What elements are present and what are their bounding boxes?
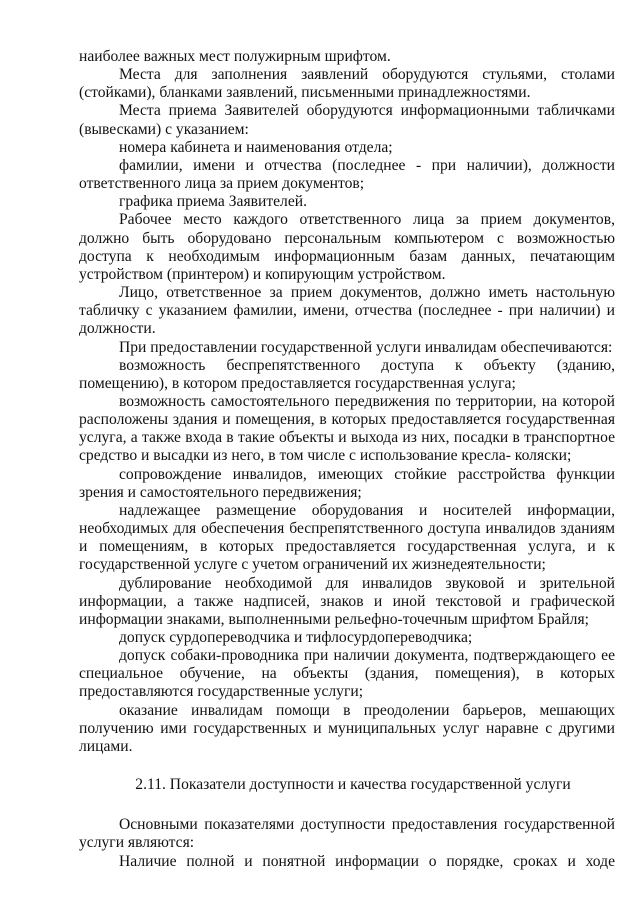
paragraph: Рабочее место каждого ответственного лица за прием документов, должно быть оборудовано персональным компьютером с возможностью доступа к необходимым информационным базам данных, печатающим устройством (принтером) и копирующим устройством.: [79, 211, 615, 283]
paragraph: фамилии, имени и отчества (последнее - при наличии), должности ответственного лица за прием документов;: [79, 156, 615, 193]
paragraph: оказание инвалидам помощи в преодолении барьеров, мешающих получению ими государственных и муниципальных услуг наравне с другими лицами.: [79, 701, 615, 755]
paragraph: дублирование необходимой для инвалидов звуковой и зрительной информации, а также надписей, знаков и иной текстовой и графической информации знаками, выполненными рельефно-точечным шрифтом Брайля;: [79, 574, 615, 628]
document-body: [79, 48, 615, 871]
paragraph: Наличие полной и понятной информации о порядке, сроках и ходе: [119, 852, 615, 870]
paragraph: Места приема Заявителей оборудуются информационными табличками (вывесками) с указанием:: [79, 102, 615, 138]
paragraph: При предоставлении государственной услуги инвалидам обеспечиваются:: [119, 338, 613, 356]
section-heading: 2.11. Показатели доступности и качества государственной услуги: [135, 776, 571, 794]
paragraph: допуск сурдопереводчика и тифлосурдопереводчика;: [119, 629, 473, 646]
paragraph: возможность беспрепятственного доступа к объекту (зданию, помещению), в котором предоставляется государственная услуга;: [79, 356, 615, 392]
paragraph: наиболее важных мест полужирным шрифтом.: [79, 48, 391, 65]
paragraph: Лицо, ответственное за прием документов, должно иметь настольную табличку с указанием фамилии, имени, отчества (последнее - при наличии) и должности.: [79, 284, 615, 338]
paragraph: возможность самостоятельного передвижения по территории, на которой расположены здания и помещения, в которых предоставляется государственная услуга, а также входа в такие объекты и выхода из них, посадки в транспортное средство и высадки из него, в том числе с использование кресла- коляски;: [79, 392, 615, 465]
paragraph: сопровождение инвалидов, имеющих стойкие расстройства функции зрения и самостоятельного передвижения;: [79, 465, 615, 501]
paragraph: Места для заполнения заявлений оборудуются стульями, столами (стойками), бланками заявлений, письменными принадлежностями.: [79, 66, 615, 102]
paragraph: номера кабинета и наименования отдела;: [119, 138, 393, 156]
paragraph: графика приема Заявителей.: [119, 193, 308, 211]
paragraph: допуск собаки-проводника при наличии документа, подтверждающего ее специальное обучение, на объекты (здания, помещения), в которых предоставляются государственные услуги;: [79, 647, 615, 701]
paragraph: Основными показателями доступности предоставления государственной услуги являются:: [79, 816, 615, 852]
paragraph: надлежащее размещение оборудования и носителей информации, необходимых для обеспечения беспрепятственного доступа инвалидов зданиям и помещениям, в которых предоставляется государственная услуга, и к государственной услуге с учетом ограничений их жизнедеятельности;: [79, 501, 615, 574]
